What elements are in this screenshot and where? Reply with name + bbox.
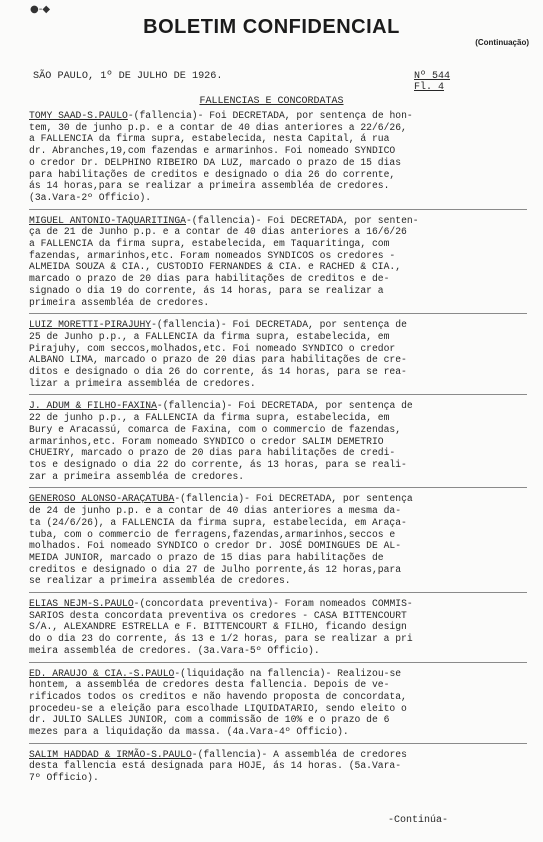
notice-first-line-rest: -(liquidação na fallencia)- Realizou-se	[174, 667, 402, 679]
notice-line: rificados todos os creditos e não havendo proposta de concordata,	[29, 690, 407, 702]
notice-entry	[29, 110, 527, 204]
notice-line: CHUEIRY, marcado o prazo de 20 dias para habilitações de credi-	[29, 447, 396, 459]
notice-entry	[29, 749, 527, 784]
notice-line: a FALLENCIA da firma supra, estabelecida, em Taquaritinga, com	[29, 238, 390, 250]
notice-heading: MIGUEL ANTONIO-TAQUARITINGA	[29, 214, 186, 226]
notice-line: mezes para a liquidação da massa. (4a.Vara-4º Officio).	[29, 726, 349, 738]
notice-line: procedeu-se a eleição para escolhade LIQUIDATARIO, sendo eleito o	[29, 702, 407, 714]
notice-line: creditos e designado o dia 27 de Julho porrente,ás 12 horas,para	[29, 563, 402, 575]
notice-line: (3a.Vara-2º Officio).	[29, 191, 152, 203]
continuation-label: (Continuação)	[475, 38, 529, 47]
notice-first-line	[29, 598, 527, 610]
bulletin-number: Nº 544	[414, 71, 451, 82]
notice-line: Bury e Aracassú, comarca de Faxina, com o commercio de fazendas,	[29, 423, 402, 435]
notice-first-line	[29, 749, 527, 761]
notice-line: zar a primeira assembléa de credores.	[29, 470, 245, 482]
entries-list	[29, 110, 527, 793]
notice-line: ás 14 horas,para se realizar a primeira assembléa de credores.	[29, 180, 390, 192]
dateline: SÃO PAULO, 1º DE JULHO DE 1926.	[33, 71, 223, 82]
notice-line: desta fallencia está designada para HOJE, ás 14 horas. (5a.Vara-	[29, 760, 402, 772]
notice-first-line	[29, 400, 527, 412]
section-title: FALLENCIAS E CONCORDATAS	[199, 96, 344, 107]
notice-line: fazendas, armarinhos,etc. Foram nomeados SYNDICOS os credores -	[29, 249, 396, 261]
notice-heading: J. ADUM & FILHO-FAXINA	[29, 400, 157, 412]
notice-first-line	[29, 668, 527, 680]
notice-line: molhados. Foi nomeado SYNDICO o credor Dr. JOSÉ DOMINGUES DE AL-	[29, 540, 402, 552]
notice-line: meira assembléa de credores. (3a.Vara-5º Officio).	[29, 644, 320, 656]
notice-line: lizar a primeira assembléa de credores.	[29, 377, 256, 389]
notice-entry	[29, 493, 527, 587]
notice-line: primeira assembléa de credores.	[29, 296, 210, 308]
notice-heading: GENEROSO ALONSO-ARAÇATUBA	[29, 493, 175, 505]
notice-heading: LUIZ MORETTI-PIRAJUHY	[29, 319, 152, 331]
notice-line: MEIDA JUNIOR, marcado o prazo de 15 dias para habilitações de	[29, 551, 384, 563]
notice-first-line	[29, 110, 527, 122]
notice-line: tuba, com o commercio de ferragens,fazendas,armarinhos,seccos e	[29, 528, 396, 540]
notice-first-line	[29, 215, 527, 227]
notice-line: a FALLENCIA da firma supra, estabelecida, nesta Capital, á rua	[29, 133, 390, 145]
page-number-block	[414, 71, 450, 93]
notice-line: se realizar a primeira assembléa de credores.	[29, 575, 291, 587]
notice-first-line-rest: -(fallencia)- Foi DECRETADA, por sentença de	[156, 400, 413, 412]
notice-heading: ELIAS NEJM-S.PAULO	[29, 598, 134, 610]
notice-first-line-rest: -(fallencia)- A assembléa de credores	[191, 748, 407, 760]
notice-line: dr. JULIO SALLES JUNIOR, com a commissão de 10% e o prazo de 6	[29, 714, 390, 726]
sheet-number: Fl. 4	[414, 82, 445, 93]
continues-label: -Continúa-	[388, 815, 449, 826]
notice-line: 25 de Junho p.p., a FALLENCIA da firma supra, estabelecida, em	[29, 330, 390, 342]
entry-divider	[29, 313, 527, 314]
entry-divider	[29, 592, 527, 593]
notice-line: 7º Officio).	[29, 772, 99, 784]
notice-line: do o dia 23 do corrente, ás 13 e 1/2 horas, para se realizar a pri	[29, 633, 413, 645]
entry-divider	[29, 487, 527, 488]
notice-line: armarinhos,etc. Foram nomeado SYNDICO o credor SALIM DEMETRIO	[29, 435, 384, 447]
entry-divider	[29, 662, 527, 663]
notice-line: S/A., ALEXANDRE ESTRELLA e F. BITTENCOURT & FILHO, ficando design	[29, 621, 407, 633]
notice-first-line-rest: -(fallencia)- Foi DECRETADA, por sentença de hon-	[127, 110, 413, 121]
notice-line: o credor Dr. DELPHINO RIBEIRO DA LUZ, marcado o prazo de 15 dias	[29, 156, 402, 168]
entry-divider	[29, 209, 527, 210]
notice-line: ALBANO LIMA, marcado o prazo de 20 dias para habilitações de cre-	[29, 354, 407, 366]
notice-entry	[29, 400, 527, 482]
notice-heading: ED. ARAUJO & CIA.-S.PAULO	[29, 667, 175, 679]
notice-first-line-rest: -(fallencia)- Foi DECRETADA, por sentença de	[151, 319, 407, 331]
ink-mark-icon: ●-◆	[30, 4, 51, 15]
notice-heading: TOMY SAAD-S.PAULO	[29, 110, 128, 121]
notice-line: Pirajuhy, com seccos,molhados,etc. Foi nomeado SYNDICO o credor	[29, 342, 396, 354]
notice-first-line-rest: -(concordata preventiva)- Foram nomeados COMMIS-	[133, 598, 413, 610]
notice-line: marcado o prazo de 20 dias para habilitações de creditos e de-	[29, 273, 390, 285]
notice-line: para habilitações de creditos e designado o dia 26 do corrente,	[29, 168, 396, 180]
notice-line: tem, 30 de junho p.p. e a contar de 40 dias anteriores a 22/6/26,	[29, 121, 407, 133]
notice-line: dr. Abranches,19,com fazendas e armarinhos. Foi nomeado SYNDICO	[29, 145, 396, 157]
notice-entry	[29, 215, 527, 309]
notice-first-line	[29, 319, 527, 331]
notice-line: SARIOS desta concordata preventiva os credores - CASA BITTENCOURT	[29, 609, 407, 621]
notice-line: 22 de junho p.p., a FALLENCIA da firma supra, estabelecida, em	[29, 412, 390, 424]
notice-entry	[29, 598, 527, 657]
notice-line: ALMEIDA SOUZA & CIA., CUSTODIO FERNANDES & CIA. e RACHED & CIA.,	[29, 261, 402, 273]
notice-line: hontem, a assembléa de credores desta fallencia. Depois de ve-	[29, 679, 390, 691]
notice-entry	[29, 668, 527, 738]
notice-first-line-rest: -(fallencia)- Foi DECRETADA, por senten-	[185, 214, 419, 226]
notice-line: ça de 21 de Junho p.p. e a contar de 40 dias anteriores a 16/6/26	[29, 226, 407, 238]
entry-divider	[29, 394, 527, 395]
notice-line: tos e designado o dia 22 do corrente, ás 13 horas, para se reali-	[29, 458, 407, 470]
notice-line: signado o dia 19 do corrente, ás 14 horas, para se realizar a	[29, 284, 384, 296]
notice-first-line	[29, 493, 527, 505]
notice-line: ditos e designado o dia 26 do corrente, ás 14 horas, para se rea-	[29, 366, 407, 378]
entry-divider	[29, 743, 527, 744]
notice-heading: SALIM HADDAD & IRMÃO-S.PAULO	[29, 748, 192, 760]
notice-line: de 24 de junho p.p. e a contar de 40 dias anteriores a mesma da-	[29, 505, 402, 517]
notice-entry	[29, 319, 527, 389]
notice-first-line-rest: -(fallencia)- Foi DECRETADA, por sentença	[174, 493, 413, 505]
notice-line: ta (24/6/26), a FALLENCIA da firma supra, estabelecida, em Araça-	[29, 516, 407, 528]
bulletin-title: BOLETIM CONFIDENCIAL	[143, 16, 400, 38]
